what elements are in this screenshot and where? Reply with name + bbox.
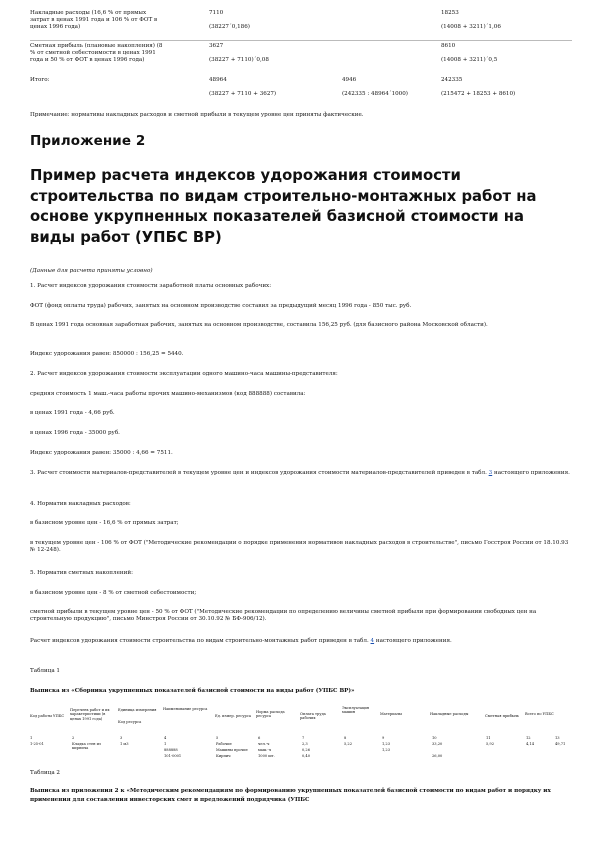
paragraph: в базисном уровне цен - 16,6 % от прямых затрат;	[30, 520, 179, 526]
cell-base: 7110 (38227´0,186)	[209, 10, 250, 30]
table-header-cell: Сметная прибыль	[485, 714, 519, 718]
paragraph: 5. Норматив сметных накоплений:	[30, 570, 133, 576]
table-cell: 888888	[164, 748, 178, 752]
table-cell: 13	[555, 736, 560, 740]
table-header-cell: Код ресурса	[118, 720, 142, 724]
table-cell: 1,23	[382, 742, 391, 746]
table-note: Примечание: нормативы накладных расходов и сметной прибыли в текущем уровне цен приняты фактические.	[30, 112, 364, 118]
table-cell: 4	[164, 736, 167, 740]
table-cell: 5	[216, 736, 219, 740]
row-label: Накладные расходы (16,6 % от прямых затрат в ценах 1991 года и 106 % от ФОТ в ценах 1996 года)	[30, 10, 158, 30]
table-cell: 33,20	[432, 742, 443, 746]
cell-base: 48964 (38227 + 7110 + 3627)	[209, 77, 277, 97]
table-cell: 1 м3	[120, 742, 129, 746]
table-cell: Кирпич	[216, 754, 231, 758]
paragraph: Индекс удорожания равен: 850000 : 156,25 = 5440.	[30, 351, 184, 357]
cell-index: 4946 (242335 : 48964´1000)	[342, 77, 408, 97]
table-cell: 12	[526, 736, 531, 740]
table-cell: 10	[432, 736, 437, 740]
table-cell: Кладка стен из кирпича	[72, 742, 101, 751]
table-row-total	[30, 77, 572, 107]
paragraph: В ценах 1991 года основная заработная рабочих, занятых на основном производстве, составила 156,25 руб. (для базисного района Московской области).	[30, 322, 488, 328]
table-cell: 1,23	[382, 748, 391, 752]
paragraph: 2. Расчет индексов удорожания стоимости эксплуатации одного машино-часа машины-представителя:	[30, 371, 338, 377]
cell-base: 3627 (38227 + 7110)´0,08	[209, 43, 269, 63]
table-cell: 5,22	[344, 742, 353, 746]
paragraph: Расчет индексов удорожания стоимости строительства по видам строительно-монтажных работ приведен в табл. 4 настоящего приложения.	[30, 638, 452, 644]
table-cell: 6	[258, 736, 261, 740]
table-header-cell: Оплата труда рабочих	[300, 712, 326, 721]
table-cell: 1-25-01	[30, 742, 44, 746]
table-cell: Машины прочие	[216, 748, 248, 752]
table-caption: Таблица 1	[30, 668, 60, 674]
table-header-cell: Материалы	[380, 712, 402, 716]
row-label: Сметная прибыль (плановые накопления) (8 % от сметной себестоимости в ценах 1991 года и 50 % от ФОТ в ценах 1996 года)	[30, 43, 163, 63]
table-header-cell: Код работы УПБС	[30, 714, 65, 718]
paragraph: 3. Расчет стоимости материалов-представителей в текущем уровне цен и индексов удорожания стоимости материалов-представителей приведен в табл. 3 настоящего приложения.	[30, 470, 570, 476]
table-title: Выписка из приложения 2 к «Методическим рекомендациям по формированию укрупненных показателей базисной стоимости по видам работ и порядку их применения для составления инвесторских смет и предложений подрядчика (УПБС	[30, 788, 551, 803]
table-cell: 26,00	[432, 754, 443, 758]
table-cell: Рабочие	[216, 742, 232, 746]
paragraph: сметной прибыли в текущем уровне цен - 50 % от ФОТ ("Методические рекомендации по определению величины сметной прибыли при формировании свободных цен на строительную продукцию", письмо Минстроя России от 30.10.92 № БФ-906/12).	[30, 609, 537, 622]
table-cell: маш.-ч	[258, 748, 272, 752]
paragraph: 1. Расчет индексов удорожания стоимости заработной платы основных рабочих:	[30, 283, 272, 289]
appendix-heading: Приложение 2	[30, 133, 146, 149]
upbs-table	[30, 706, 570, 758]
cell-current: 18253 (14008 + 3211)´1,06	[441, 10, 501, 30]
table-4-link[interactable]: 4	[370, 638, 375, 644]
table-header-cell: Наименование ресурса	[163, 707, 208, 711]
paragraph: (Данные для расчета приняты условно)	[30, 268, 153, 274]
table-row	[30, 43, 572, 77]
table-header-cell: Единица измерения	[118, 708, 157, 712]
table-cell: 2	[72, 736, 75, 740]
paragraph: в ценах 1991 года - 4,66 руб.	[30, 410, 115, 416]
table-cell: 1000 шт.	[258, 754, 275, 758]
paragraph: в базисном уровне цен - 8 % от сметной себестоимости;	[30, 590, 197, 596]
cell-current: 242335 (215472 + 18253 + 8610)	[441, 77, 516, 97]
table-cell: 101-0001	[164, 754, 182, 758]
table-header-cell: Накладные расходы	[430, 712, 469, 716]
page-title: Пример расчета индексов удорожания стоимости строительства по видам строительно-монтажных работ на основе укрупненных показателей базисной стоимости на виды работ (УПБС ВР)	[30, 167, 537, 246]
row-label: Итого:	[30, 77, 50, 83]
table-cell: 4,14	[526, 742, 535, 746]
table-cell: 1	[30, 736, 33, 740]
cell-current: 8610 (14008 + 3211)´0,5	[441, 43, 498, 63]
paragraph: 4. Норматив накладных расходов:	[30, 501, 131, 507]
table-cell: 5,92	[486, 742, 495, 746]
paragraph: в ценах 1996 года - 35000 руб.	[30, 430, 120, 436]
paragraph: ФОТ (фонд оплаты труда) рабочих, занятых на основном производстве составил за предыдущий месяц 1996 года - 850 тыс. руб.	[30, 303, 412, 309]
table-row	[30, 10, 572, 43]
table-title: Выписка из «Сборника укрупненных показателей базисной стоимости на виды работ (УПБС ВР)»	[30, 688, 355, 694]
table-cell: 7	[302, 736, 305, 740]
table-cell: 0,26	[302, 748, 311, 752]
table-header-cell: Эксплуатация машин	[342, 706, 370, 715]
table-header-cell: Ед. измер. ресурса	[215, 714, 251, 718]
table-cell: 8	[344, 736, 347, 740]
divider	[30, 40, 572, 41]
table-cell: 3	[120, 736, 123, 740]
table-header-cell: Норма расхода ресурса	[256, 710, 285, 719]
table-cell: 49,71	[555, 742, 566, 746]
paragraph: в текущем уровне цен - 106 % от ФОТ ("Методические рекомендации о порядке применения нормативов накладных расходов в строительстве", письмо Госстроя России от 18.10.93 № 12-248).	[30, 540, 569, 553]
table-cell: 0,40	[302, 754, 311, 758]
table-cell: 2,3	[302, 742, 308, 746]
table-3-link[interactable]: 3	[488, 470, 493, 476]
table-caption: Таблица 2	[30, 770, 60, 776]
cost-table	[30, 10, 572, 107]
table-cell: 1	[164, 742, 167, 746]
paragraph: средняя стоимость 1 маш.-часа работы прочих машино-механизмов (код 888888) составила:	[30, 391, 306, 397]
paragraph: Индекс удорожания равен: 35000 : 4,66 = 7511.	[30, 450, 173, 456]
table-cell: 9	[382, 736, 385, 740]
table-header-cell: Всего по УПБС	[525, 712, 554, 716]
table-cell: 11	[486, 736, 491, 740]
table-header-cell: Перечень работ и их характеристики (в ценах 1991 года)	[70, 708, 110, 721]
table-cell: чел.-ч	[258, 742, 270, 746]
